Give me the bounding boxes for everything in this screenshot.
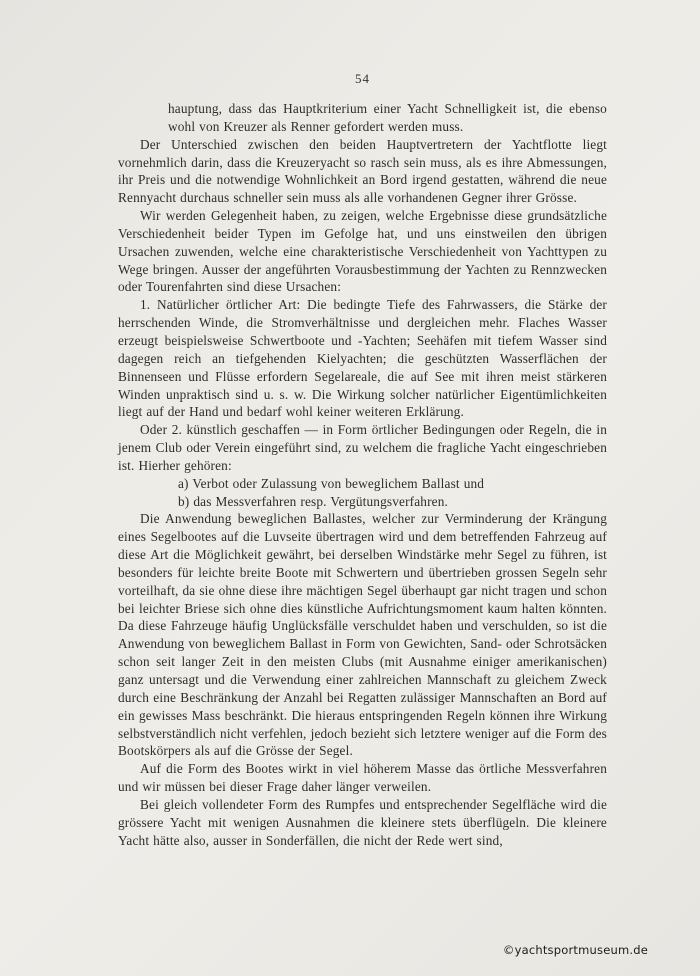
paragraph: Wir werden Gelegenheit haben, zu zeigen, welche Ergebnisse diese grundsätzliche Verschiedenheit beider Typen im Gefolge hat, und uns einstweilen den übrigen Ursachen zuwenden, welche eine charakteristische Verschiedenheit von Yachttypen zu Wege bringen. Ausser der angeführten Vorausbestimmung der Yachten zu Rennzwecken oder Tourenfahrten sind diese Ursachen: [118,208,607,295]
paragraph: Oder 2. künstlich geschaffen — in Form örtlicher Bedingungen oder Regeln, die in jenem Club oder Verein eingeführt sind, zu welchem die fragliche Yacht eingeschrieben ist. Hierher gehören: [118,422,607,473]
text-block [118,100,607,849]
list-item-b: b) das Messverfahren resp. Vergütungsverfahren. [178,493,448,509]
watermark: ©yachtsportmuseum.de [502,943,648,957]
paragraph: Die Anwendung beweglichen Ballastes, welcher zur Verminderung der Krängung eines Segelbootes auf die Luvseite übertragen wird und dem betreffenden Fahrzeug auf diese Art die Möglichkeit gewährt, bei derselben Windstärke mehr Segel zu führen, ist besonders für leichte breite Boote mit Schwertern und übertrieben grossen Segeln sehr vorteilhaft, da sie ohne diese ihre mächtigen Segel überhaupt gar nicht tragen und schon bei leichter Briese sich ohne dies künstliche Aufrichtungsmoment kaum halten könnten. Da diese Fahrzeuge häufig Unglücksfälle verschuldet haben und verschulden, so ist die Anwendung von beweglichem Ballast in Form von Gewichten, Sand- oder Schrotsäcken schon seit langer Zeit in den meisten Clubs (mit Ausnahme einiger amerikanischen) ganz untersagt und die Verwendung einer zahlreichen Mannschaft zu gleichem Zweck durch eine Beschränkung der Anzahl bei Regatten zulässiger Mannschaften an Bord auf ein gewisses Mass beschränkt. Die hieraus entspringenden Regeln können ihre Wirkung selbstverständlich nicht verfehlen, jedoch bezieht sich letztere weniger auf die Form des Bootskörpers als auf die Grösse der Segel. [118,511,607,759]
paragraph: Auf die Form des Bootes wirkt in viel höherem Masse das örtliche Messverfahren und wir müssen bei dieser Frage daher länger verweilen. [118,761,607,795]
paragraph-continuation: hauptung, dass das Hauptkriterium einer Yacht Schnelligkeit ist, die ebenso wohl von Kreuzer als Renner gefordert werden muss. [168,101,607,134]
paragraph: Der Unterschied zwischen den beiden Hauptvertretern der Yachtflotte liegt vornehmlich darin, dass die Kreuzeryacht so rasch sein muss, als es ihre Abmessungen, ihr Preis und die notwendige Wohnlichkeit an Bord irgend gestatten, während die neue Rennyacht durchaus schneller sein muss als alle vorhandenen Gegner ihrer Grösse. [118,136,607,206]
paragraph: 1. Natürlicher örtlicher Art: Die bedingte Tiefe des Fahrwassers, die Stärke der herrschenden Winde, die Stromverhältnisse und dergleichen mehr. Flaches Wasser erzeugt beispielsweise Schwertboote und -Yachten; Seehäfen mit tiefem Wasser sind dagegen reich an tiefgehenden Kielyachten; die geschützten Wasserflächen der Binnenseen und Flüsse erfordern Segelareale, die auf See mit ihren meist stärkeren Winden unpraktisch sind u. s. w. Die Wirkung solcher natürlicher Eigentümlichkeiten liegt auf der Hand und bedarf wohl keiner weiteren Erklärung. [118,297,607,420]
paragraph: Bei gleich vollendeter Form des Rumpfes und entsprechender Segelfläche wird die grössere Yacht mit wenigen Ausnahmen die kleinere stets überflügeln. Die kleinere Yacht hätte also, ausser in Sonderfällen, die nicht der Rede wert sind, [118,796,607,848]
page-number: 54 [355,71,370,86]
list-item-a: a) Verbot oder Zulassung von beweglichem Ballast und [178,475,485,491]
